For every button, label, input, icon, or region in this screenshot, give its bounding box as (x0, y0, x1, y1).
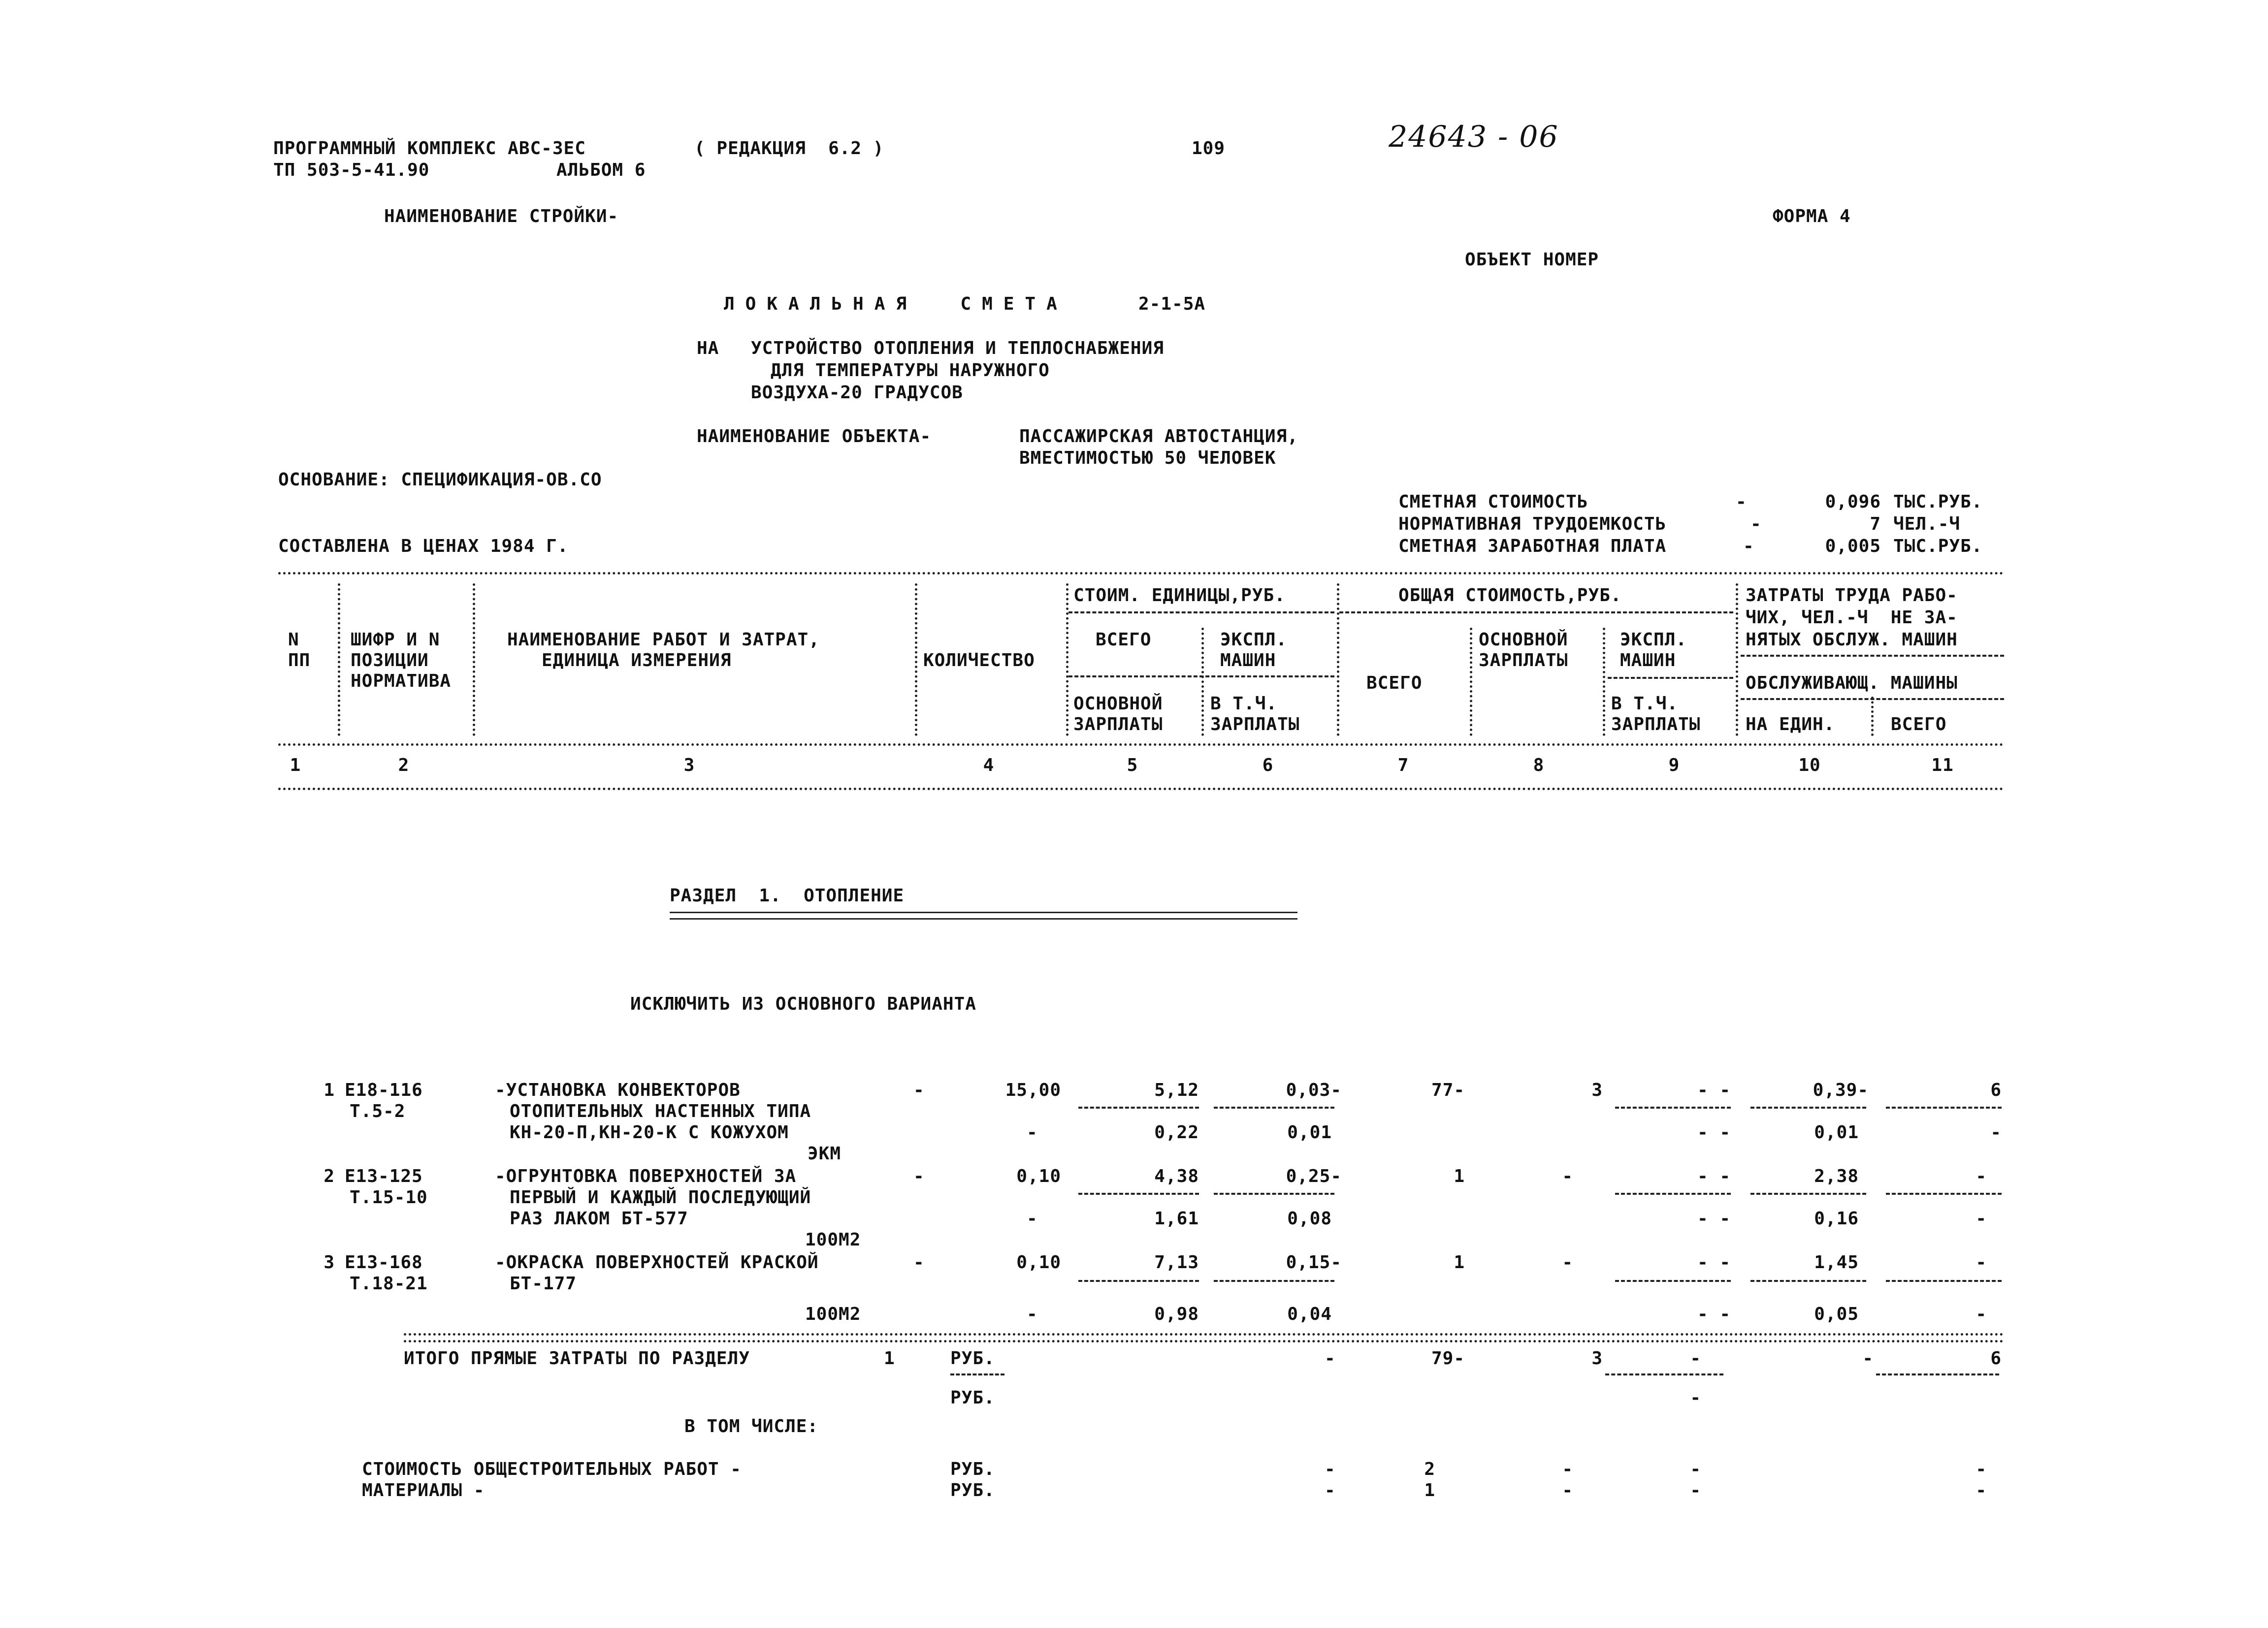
object-line-2: ВМЕСТИМОСТЬЮ 50 ЧЕЛОВЕК (1019, 448, 1276, 468)
header-col-code-2: ПОЗИЦИИ (351, 650, 429, 670)
summary-value-cost: 0,096 (1825, 492, 1881, 512)
summary-label-salary: СМЕТНАЯ ЗАРАБОТНАЯ ПЛАТА (1398, 536, 1667, 556)
header-total-incl-1: В Т.Ч. (1611, 694, 1679, 714)
section-underline (670, 912, 1297, 920)
document-title: ЛОКАЛЬНАЯ СМЕТА (724, 294, 1068, 314)
header-col-code-1: ШИФР И N (351, 630, 440, 650)
header-col-qty: КОЛИЧЕСТВО (923, 650, 1035, 670)
header-sub-rule-2 (1339, 611, 1733, 613)
header-labor-line-2: ЧИХ, ЧЕЛ.-Ч НЕ ЗА- (1746, 607, 1958, 628)
album: АЛЬБОМ 6 (556, 160, 646, 180)
summary-sep-cost: - (1736, 492, 1747, 512)
document-code: 2-1-5А (1138, 294, 1206, 314)
exclude-label: ИСКЛЮЧИТЬ ИЗ ОСНОВНОГО ВАРИАНТА (630, 994, 976, 1014)
page-number: 109 (1192, 138, 1226, 159)
summary-unit-cost: ТЫС.РУБ. (1893, 492, 1983, 512)
header-col-name-1: НАИМЕНОВАНИЕ РАБОТ И ЗАТРАТ, (507, 630, 820, 650)
header-unit-incl-1: В Т.Ч. (1210, 694, 1278, 714)
header-unit-incl-2: ЗАРПЛАТЫ (1210, 714, 1300, 734)
header-sub-rule-1 (1069, 611, 1334, 613)
summary-label-cost: СМЕТНАЯ СТОИМОСТЬ (1398, 492, 1588, 512)
header-total-cost-group: ОБЩАЯ СТОИМОСТЬ,РУБ. (1398, 585, 1622, 606)
summary-value-salary: 0,005 (1825, 536, 1881, 556)
header-unit-machine-2: МАШИН (1220, 650, 1276, 670)
header-unit-cost-group: СТОИМ. ЕДИНИЦЫ,РУБ. (1073, 585, 1286, 606)
header-total-machine-2: МАШИН (1620, 650, 1676, 670)
summary-value-labor: 7 (1870, 514, 1881, 534)
totals-top-rule-2 (404, 1340, 2004, 1342)
program-name: ПРОГРАММНЫЙ КОМПЛЕКС АВС-3ЕС (273, 138, 586, 159)
header-sub-rule-6 (1741, 698, 2004, 700)
summary-unit-labor: ЧЕЛ.-Ч (1893, 514, 1961, 534)
header-total-salary-1: ОСНОВНОЙ (1479, 630, 1568, 650)
header-top-rule (278, 572, 2004, 575)
page: ПРОГРАММНЫЙ КОМПЛЕКС АВС-3ЕС ( РЕДАКЦИЯ 6.2 ) 109 24643 - 06 ТП 503-5-41.90 АЛЬБОМ 6 НАИМЕНОВАНИЕ СТРОЙКИ- ФОРМА 4 ОБЪЕКТ НОМЕР ЛОКАЛЬНАЯ СМЕТА 2-1-5А НА УСТРОЙСТВО ОТОПЛЕНИЯ И ТЕПЛОСНАБЖЕНИЯ ДЛЯ ТЕМПЕРАТУРЫ НАРУЖНОГО ВОЗДУХА-20 ГРАДУСОВ НАИМЕНОВАНИЕ ОБЪЕКТА- ПАССАЖИРСКАЯ АВТОСТАНЦИЯ, ВМЕСТИМОСТЬЮ 50 ЧЕЛОВЕК ОСНОВАНИЕ: СПЕЦИФИКАЦИЯ-ОВ.СО СМЕТНАЯ СТОИМОСТЬ - 0,096 ТЫС.РУБ. НОРМАТИВНАЯ ТРУДОЕМКОСТЬ - 7 ЧЕЛ.-Ч СОСТАВЛЕНА В ЦЕНАХ 1984 Г. СМЕТНАЯ ЗАРАБОТНАЯ ПЛАТА - 0,005 ТЫС.РУБ. СТОИМ. ЕДИНИЦЫ,РУБ. ОБЩАЯ СТОИМОСТЬ,РУБ. ЗАТРАТЫ ТРУДА РАБО- ЧИХ, ЧЕЛ.-Ч НЕ ЗА- N ПП ШИФР И N ПОЗИЦИИ НОРМАТИВА НАИМЕНОВАНИЕ РАБОТ И ЗАТРАТ, ЕДИНИЦА ИЗМЕРЕНИЯ КОЛИЧЕСТВО ВСЕГО ЭКСПЛ. МАШИН ОСНОВНОЙ ЗАРПЛАТЫ В Т.Ч. ЗАРПЛАТЫ ВСЕГО ОСНОВНОЙ ЗАРПЛАТЫ ЭКСПЛ. МАШИН В Т.Ч. ЗАРПЛАТЫ НЯТЫХ ОБСЛУЖ. МАШИН ОБСЛУЖИВАЮЩ. МАШИНЫ НА ЕДИН. ВСЕГО 1 2 3 4 5 6 7 8 9 10 11 РАЗДЕЛ 1. ОТОПЛЕНИЕ ИСКЛЮЧИТЬ ИЗ ОСНОВНОГО ВАРИАНТА 1 Е18-116 Т.5-2 -УСТАНОВКА КОНВЕКТОРОВ ОТОПИТЕЛЬНЫХ НАСТЕННЫХ ТИПА КН-20-П,КН-20-К С КОЖУХОМ ЭКМ - 15,00 5,12 0,03- 77- 3 - - 0,39- 6 - 0,22 0,01 - - 0,01 - 2 Е13-125 Т.15-10 -ОГРУНТОВКА ПОВЕРХНОСТЕЙ ЗА ПЕРВЫЙ И КАЖДЫЙ ПОСЛЕДУЮЩИЙ РАЗ ЛАКОМ БТ-577 100М2 - 0,10 4,38 0,25- 1 - - - 2,38 - - 1,61 0,08 - - 0,16 - 3 Е13-168 Т.18-21 -ОКРАСКА ПОВЕРХНОСТЕЙ КРАСКОЙ БТ-177 100М2 - 0,10 7,13 0,15- 1 - - - 1,45 - - 0,98 0,04 - - 0,05 - ИТОГО ПРЯМЫЕ ЗАТРАТЫ ПО РАЗДЕЛУ 1 РУБ. - 79- 3 - - 6 РУБ. - В ТОМ ЧИСЛЕ: СТОИМОСТЬ ОБЩЕСТРОИТЕЛЬНЫХ РАБОТ - РУБ. - 2 - - - МАТЕРИАЛЫ - РУБ. - 1 - - - (0, 0, 2268, 1628)
purpose-prefix: НА (697, 338, 719, 358)
header-bottom-rule (278, 788, 2004, 790)
prices-basis: СОСТАВЛЕНА В ЦЕНАХ 1984 Г. (278, 536, 569, 556)
purpose-line-2: ДЛЯ ТЕМПЕРАТУРЫ НАРУЖНОГО (771, 360, 1050, 381)
object-line-1: ПАССАЖИРСКАЯ АВТОСТАНЦИЯ, (1019, 426, 1298, 447)
header-total-salary-2: ЗАРПЛАТЫ (1479, 650, 1568, 670)
header-sub-rule-4 (1608, 677, 1733, 679)
header-unit-machine-1: ЭКСПЛ. (1220, 630, 1288, 650)
header-unit-total: ВСЕГО (1096, 630, 1152, 650)
object-label: НАИМЕНОВАНИЕ ОБЪЕКТА- (697, 426, 932, 447)
header-total-incl-2: ЗАРПЛАТЫ (1611, 714, 1701, 734)
section-title: РАЗДЕЛ 1. ОТОПЛЕНИЕ (670, 886, 905, 906)
header-sub-rule-5 (1741, 655, 2004, 657)
header-col-code-3: НОРМАТИВА (351, 671, 452, 691)
header-col-n-1: N (288, 630, 299, 650)
edition: ( РЕДАКЦИЯ 6.2 ) (694, 138, 884, 159)
header-col-n-2: ПП (288, 650, 311, 670)
construction-label: НАИМЕНОВАНИЕ СТРОЙКИ- (384, 206, 619, 226)
header-unit-salary-2: ЗАРПЛАТЫ (1073, 714, 1163, 734)
project-code: ТП 503-5-41.90 (273, 160, 430, 180)
header-labor-line-1: ЗАТРАТЫ ТРУДА РАБО- (1746, 585, 1958, 606)
object-number-label: ОБЪЕКТ НОМЕР (1465, 250, 1599, 270)
handwritten-number: 24643 - 06 (1389, 120, 1559, 154)
header-labor-unit: НА ЕДИН. (1746, 714, 1835, 734)
header-total-all: ВСЕГО (1366, 673, 1423, 693)
summary-sep-salary: - (1743, 536, 1754, 556)
header-labor-total: ВСЕГО (1891, 714, 1947, 734)
form-label: ФОРМА 4 (1773, 206, 1851, 226)
including-label: В ТОМ ЧИСЛЕ: (684, 1416, 819, 1436)
summary-sep-labor: - (1750, 514, 1762, 534)
totals-top-rule (404, 1333, 2004, 1336)
summary-label-labor: НОРМАТИВНАЯ ТРУДОЕМКОСТЬ (1398, 514, 1667, 534)
header-labor-sub: ОБСЛУЖИВАЮЩ. МАШИНЫ (1746, 673, 1958, 693)
header-unit-salary-1: ОСНОВНОЙ (1073, 694, 1163, 714)
header-sub-rule-3 (1069, 675, 1334, 677)
purpose-line-3: ВОЗДУХА-20 ГРАДУСОВ (751, 383, 963, 403)
header-mid-rule (278, 743, 2004, 746)
summary-unit-salary: ТЫС.РУБ. (1893, 536, 1983, 556)
header-labor-line-3: НЯТЫХ ОБСЛУЖ. МАШИН (1746, 630, 1958, 650)
basis: ОСНОВАНИЕ: СПЕЦИФИКАЦИЯ-ОВ.СО (278, 470, 602, 490)
header-total-machine-1: ЭКСПЛ. (1620, 630, 1687, 650)
purpose-line-1: УСТРОЙСТВО ОТОПЛЕНИЯ И ТЕПЛОСНАБЖЕНИЯ (751, 338, 1164, 358)
header-col-name-2: ЕДИНИЦА ИЗМЕРЕНИЯ (542, 650, 732, 670)
